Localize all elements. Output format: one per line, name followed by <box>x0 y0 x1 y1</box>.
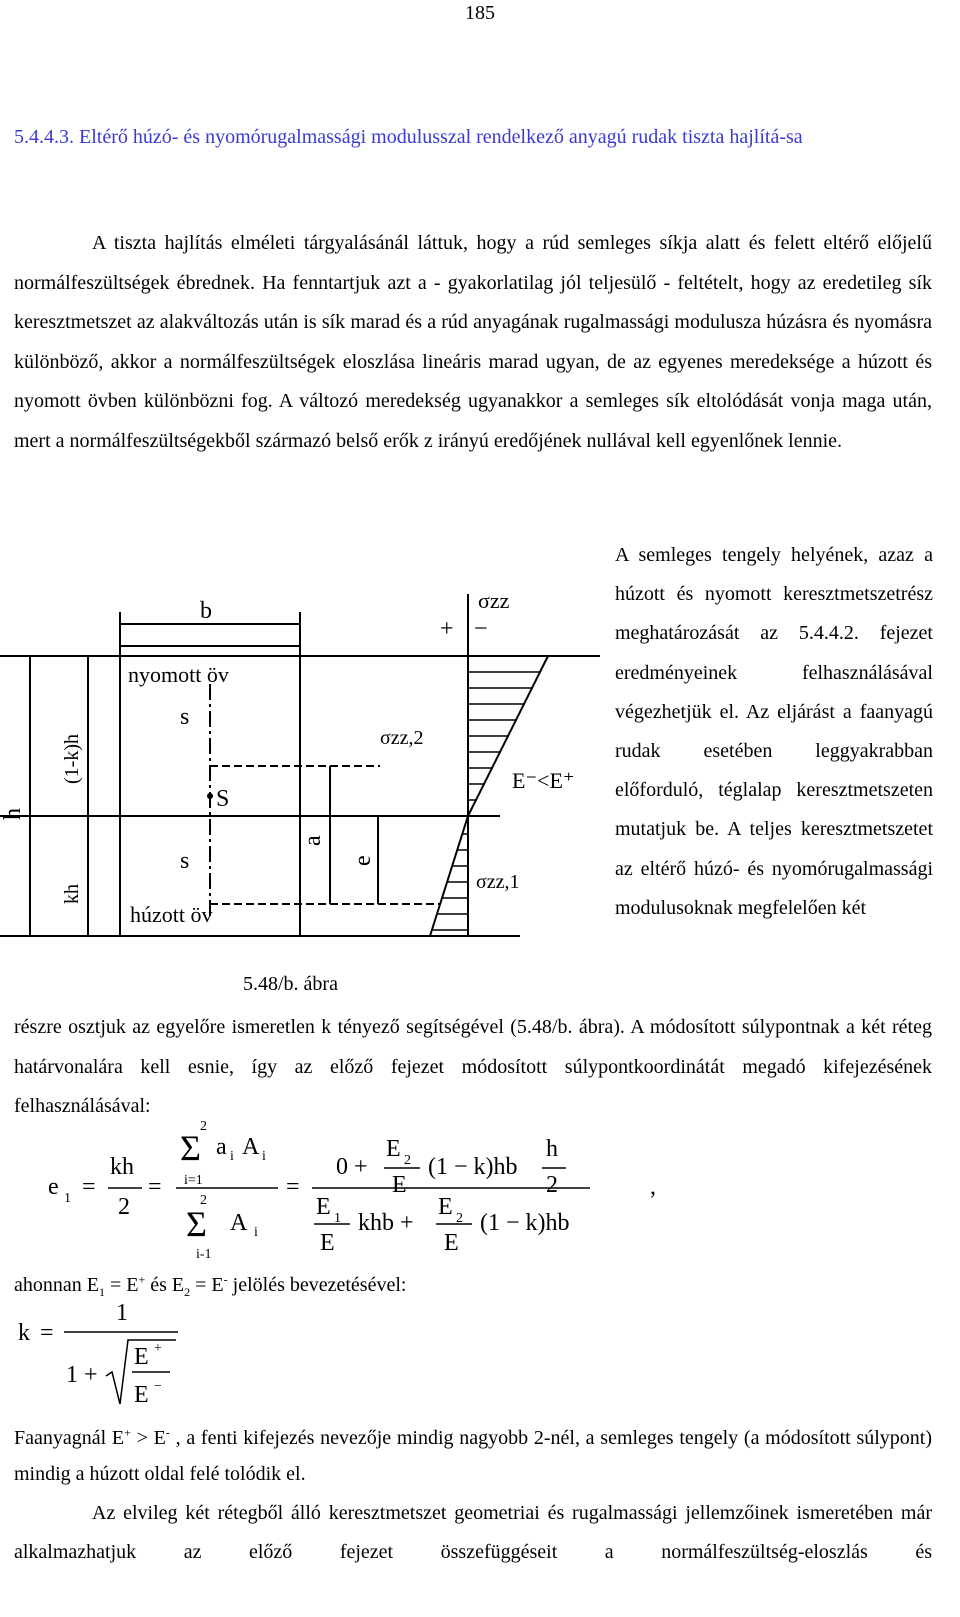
formula-sum-top-1: 2 <box>200 1119 207 1134</box>
formula-E-den-2: E <box>320 1230 335 1256</box>
formula-paren-1: (1 − k)hb <box>428 1154 518 1180</box>
formula-sum-bot-2: i-1 <box>196 1247 212 1262</box>
label-sigma-zz: σzz <box>478 588 510 613</box>
paragraph-side: A semleges tengely helyének, azaz a húzott és nyomott keresztmetszetrész meghatározását az 5.4.4.2. fejezet eredményeinek felhasználásával végezhetjük el. Az eljárást a faanyagú rudak esetében leggyakrabban előforduló, téglalap keresztmetszeten mutatjuk be. A teljes keresztmetszetet az eltérő húzó- és nyomórugalmassági modulusoknak megfelelően két <box>615 544 933 919</box>
formula-eq-1: = <box>82 1174 96 1200</box>
formula-two-2: 2 <box>546 1172 558 1198</box>
cross-section-figure <box>0 584 600 954</box>
wood-sup-plus: + <box>124 1425 131 1440</box>
formula-A-num: A <box>242 1134 260 1160</box>
label-e: e <box>350 855 376 866</box>
notation-sup-minus: - <box>223 1272 228 1287</box>
label-plus: + <box>440 616 454 642</box>
formula-E2-den-sub: 2 <box>456 1211 463 1226</box>
notation-text-1: ahonnan E <box>14 1274 99 1296</box>
wood-sup-minus: - <box>165 1425 170 1440</box>
figure-caption: 5.48/b. ábra <box>243 973 338 995</box>
formula-k-Eplus: E <box>134 1344 149 1370</box>
formula-A-num-sub: i <box>262 1149 266 1164</box>
label-minus: − <box>474 616 488 642</box>
label-h: h <box>0 808 26 820</box>
formula-kh: kh <box>110 1154 134 1180</box>
label-s-top: s <box>180 704 190 730</box>
formula-sum-bot-1: i=1 <box>184 1173 203 1188</box>
paragraph-final: Az elvileg két rétegből álló keresztmetszet geometriai és rugalmassági jellemzőinek ismeretében már alkalmazhatjuk az előző fejezet összefüggéseit a normálfeszültség-eloszlás és <box>14 1502 932 1563</box>
formula-E1: E <box>316 1194 331 1220</box>
formula-E2-num: E <box>386 1136 401 1162</box>
section-number: 5.4.4.3. <box>14 126 74 148</box>
formula-zero-plus: 0 + <box>336 1154 368 1180</box>
notation-sub-2: 2 <box>184 1285 191 1299</box>
formula-two-1: 2 <box>118 1194 130 1220</box>
formula-sum-1: Σ <box>180 1128 201 1168</box>
label-modulus-inequality: E⁻<E⁺ <box>512 768 575 793</box>
label-one-minus-kh: (1-k)h <box>61 734 83 784</box>
formula-comma: , <box>650 1174 656 1200</box>
formula-a-sub: i <box>230 1149 234 1164</box>
formula-sum-top-2: 2 <box>200 1193 207 1208</box>
wood-text-1: Faanyagnál E <box>14 1427 125 1449</box>
notation-sup-plus: + <box>138 1272 146 1287</box>
formula-A-den-sub: i <box>254 1225 258 1240</box>
formula-eq-2: = <box>148 1174 162 1200</box>
notation-sub-1: 1 <box>98 1285 105 1299</box>
formula-e1-symbol: e <box>48 1174 59 1200</box>
formula-k-eq: = <box>40 1320 54 1346</box>
label-a: a <box>300 835 326 846</box>
page-number: 185 <box>465 2 495 24</box>
formula-h: h <box>546 1136 558 1162</box>
wood-text-2: > E <box>130 1427 166 1449</box>
label-sigma-zz1: σzz,1 <box>476 871 520 893</box>
paragraph-partition: részre osztjuk az egyelőre ismeretlen k tényező segítségével (5.48/b. ábra). A módosított súlypontnak a két réteg határvonalára kell esnie, így az előző fejezet módosított súlypontkoordinátát megadó kifejezésének felhasználásával: <box>14 1016 932 1117</box>
formula-k-plus-sup: + <box>154 1341 162 1356</box>
formula-E2-den: E <box>438 1194 453 1220</box>
formula-khb-plus: khb + <box>358 1210 414 1236</box>
section-title: Eltérő húzó- és nyomórugalmassági modulusszal rendelkező anyagú rudak tiszta hajlítá-sa <box>79 126 803 148</box>
label-sigma-zz2: σzz,2 <box>380 727 424 749</box>
formula-k <box>0 1300 300 1412</box>
formula-E-den-3: E <box>444 1230 459 1256</box>
formula-k-minus-sup: − <box>154 1379 162 1394</box>
paragraph-notation <box>14 1268 932 1302</box>
label-S: S <box>216 786 230 812</box>
formula-eq-3: = <box>286 1174 300 1200</box>
formula-k-one-plus: 1 + <box>66 1362 98 1388</box>
formula-e1 <box>0 1112 700 1262</box>
section-heading <box>14 118 932 156</box>
formula-E-den-1: E <box>392 1172 407 1198</box>
label-compressed-zone: nyomott öv <box>128 662 229 687</box>
formula-k-symbol: k <box>18 1320 30 1346</box>
formula-k-one: 1 <box>116 1300 128 1326</box>
label-kh: kh <box>61 884 83 904</box>
notation-text-3: és E <box>145 1274 185 1296</box>
formula-e1-sub: 1 <box>64 1191 71 1206</box>
label-b: b <box>200 598 212 624</box>
label-s-bottom: s <box>180 848 190 874</box>
notation-text-4: = E <box>190 1274 224 1296</box>
wood-text-3: , a fenti kifejezés nevezője mindig nagyobb 2-nél, a semleges tengely (a módosított súlypont) mindig a húzott oldal felé tolódik el. <box>14 1427 933 1485</box>
paragraph-wood <box>14 1420 932 1492</box>
paragraph-intro: A tiszta hajlítás elméleti tárgyalásánál láttuk, hogy a rúd semleges síkja alatt és felett eltérő előjelű normálfeszültségek ébrednek. Ha fenntartjuk azt a - gyakorlatilag jól teljesülő - feltételt, hogy az eredetileg sík keresztmetszet az alakváltozás után is sík marad és a rúd anyagának rugalmassági modulusza húzásra és nyomásra különböző, akkor a normálfeszültségek eloszlása lineáris marad ugyan, de az egyenes meredeksége a húzott és nyomott övben különbözni fog. A változó meredekség ugyanakkor a semleges sík eltolódását vonja maga után, mert a normálfeszültségekből származó belső erők z irányú eredőjének nullával kell egyenlőnek lennie. <box>14 232 932 452</box>
formula-paren-2: (1 − k)hb <box>480 1210 570 1236</box>
formula-E1-sub: 1 <box>334 1211 341 1226</box>
notation-text-2: = E <box>104 1274 139 1296</box>
formula-sum-2: Σ <box>186 1204 207 1244</box>
formula-A-den: A <box>230 1210 248 1236</box>
notation-text-5: jelölés bevezetésével: <box>227 1274 407 1296</box>
formula-E2-num-sub: 2 <box>404 1153 411 1168</box>
formula-a: a <box>216 1134 227 1160</box>
label-tensile-zone: húzott öv <box>130 902 213 927</box>
formula-k-Eminus: E <box>134 1382 149 1408</box>
